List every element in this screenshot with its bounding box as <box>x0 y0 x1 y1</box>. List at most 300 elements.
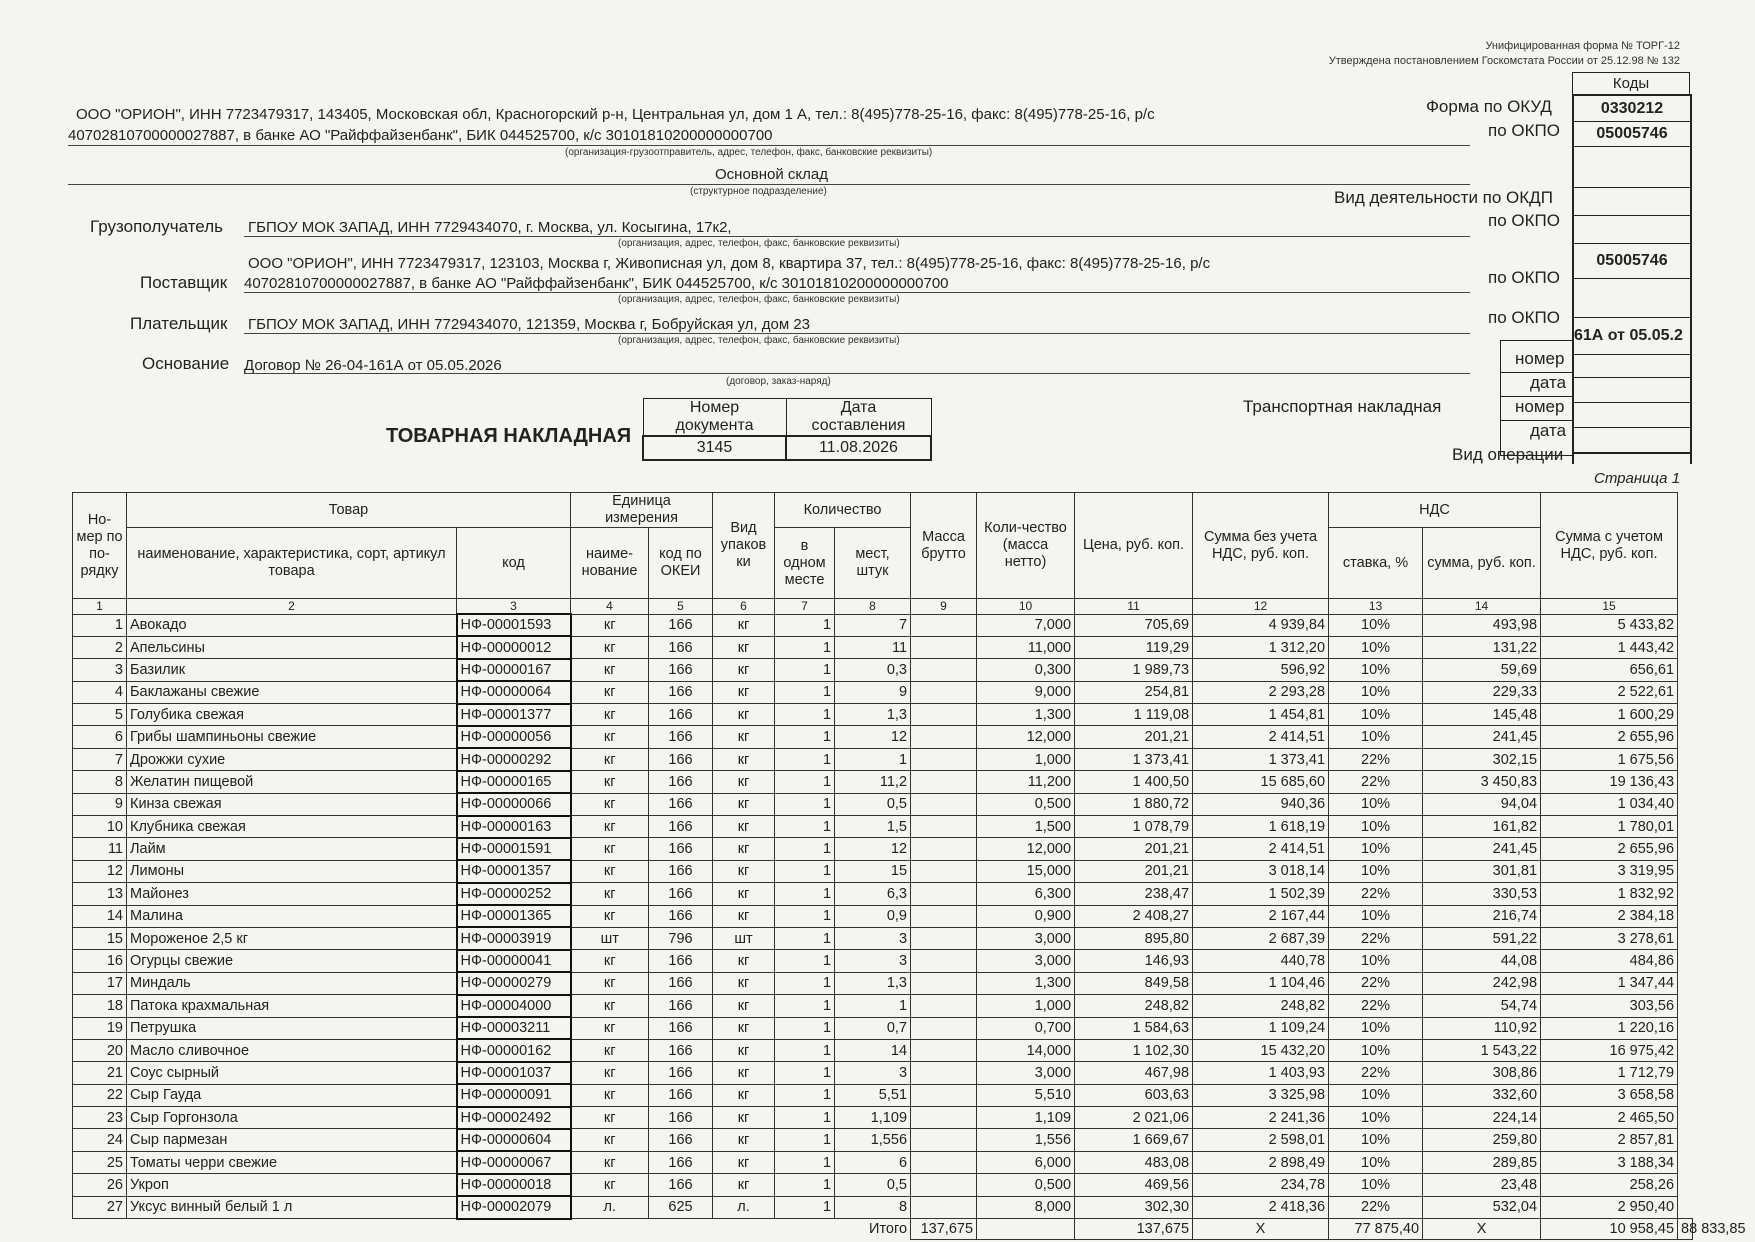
vat-sum: 302,15 <box>1423 748 1541 770</box>
qty-places: 0,9 <box>835 905 911 927</box>
net-qty: 0,500 <box>977 793 1075 815</box>
column-number-cell: 10 <box>977 599 1075 615</box>
sum-with-vat: 1 443,42 <box>1541 636 1678 658</box>
qty-in-one: 1 <box>775 905 835 927</box>
price: 2 021,06 <box>1075 1107 1193 1129</box>
item-name: Сыр Горгонзола <box>127 1107 457 1129</box>
unit-okei: 166 <box>649 614 713 636</box>
sum-with-vat: 2 384,18 <box>1541 905 1678 927</box>
item-code: НФ-00000167 <box>457 659 571 681</box>
vat-rate: 10% <box>1329 950 1423 972</box>
net-qty: 5,510 <box>977 1084 1075 1106</box>
item-name: Майонез <box>127 883 457 905</box>
qty-in-one: 1 <box>775 1174 835 1196</box>
sum-with-vat: 19 136,43 <box>1541 771 1678 793</box>
payer-label: Плательщик <box>130 314 228 333</box>
gross-mass <box>911 726 977 748</box>
sum-with-vat: 258,26 <box>1541 1174 1678 1196</box>
table-row <box>73 972 1693 994</box>
item-name: Сыр Гауда <box>127 1084 457 1106</box>
item-code: НФ-00000252 <box>457 883 571 905</box>
column-number-cell: 7 <box>775 599 835 615</box>
row-number: 1 <box>73 614 127 636</box>
row-number: 16 <box>73 950 127 972</box>
item-code: НФ-00000067 <box>457 1151 571 1173</box>
qty-places: 0,3 <box>835 659 911 681</box>
row-number: 15 <box>73 927 127 949</box>
row-number: 8 <box>73 771 127 793</box>
item-name: Укроп <box>127 1174 457 1196</box>
vat-sum: 131,22 <box>1423 636 1541 658</box>
unit-okei: 166 <box>649 793 713 815</box>
unit-name: шт <box>571 927 649 949</box>
unit-name: кг <box>571 793 649 815</box>
item-name: Лайм <box>127 838 457 860</box>
column-number-cell: 14 <box>1423 599 1541 615</box>
row-number: 11 <box>73 838 127 860</box>
net-qty: 14,000 <box>977 1039 1075 1061</box>
item-code: НФ-00001365 <box>457 905 571 927</box>
price: 201,21 <box>1075 860 1193 882</box>
unit-name: кг <box>571 1129 649 1151</box>
operation-label: Вид операции <box>1452 445 1564 464</box>
row-number: 5 <box>73 704 127 726</box>
net-qty: 15,000 <box>977 860 1075 882</box>
table-row <box>73 793 1693 815</box>
vat-sum: 161,82 <box>1423 816 1541 838</box>
sum-with-vat: 2 522,61 <box>1541 681 1678 703</box>
totals-sum-vat: 88 833,85 <box>1678 1219 1693 1240</box>
sum-no-vat: 1 618,19 <box>1193 816 1329 838</box>
sum-with-vat: 3 278,61 <box>1541 927 1678 949</box>
item-name: Дрожжи сухие <box>127 748 457 770</box>
totals-places: 137,675 <box>911 1219 977 1240</box>
sum-no-vat: 1 104,46 <box>1193 972 1329 994</box>
vat-rate: 22% <box>1329 883 1423 905</box>
vat-sum: 332,60 <box>1423 1084 1541 1106</box>
column-number-cell: 4 <box>571 599 649 615</box>
gross-mass <box>911 816 977 838</box>
qty-in-one: 1 <box>775 1084 835 1106</box>
item-code: НФ-00004000 <box>457 995 571 1017</box>
gross-mass <box>911 681 977 703</box>
gross-mass <box>911 1039 977 1061</box>
supplier-label: Поставщик <box>140 273 228 292</box>
qty-places: 3 <box>835 1062 911 1084</box>
transport-label: Транспортная накладная <box>1243 397 1442 416</box>
consignee-label: Грузополучатель <box>90 217 223 236</box>
vat-sum: 3 450,83 <box>1423 771 1541 793</box>
vat-rate: 10% <box>1329 1174 1423 1196</box>
column-number-cell: 1 <box>73 599 127 615</box>
sum-no-vat: 2 687,39 <box>1193 927 1329 949</box>
th-goods-name: наименование, характеристика, сорт, артикул товара <box>127 528 457 599</box>
th-sum-vat: Сумма с учетом НДС, руб. коп. <box>1541 493 1678 599</box>
totals-price: X <box>1193 1219 1329 1240</box>
net-qty: 11,200 <box>977 771 1075 793</box>
supplier-okpo-code: 05005746 <box>1574 244 1690 279</box>
unit-okei: 166 <box>649 1062 713 1084</box>
qty-places: 0,5 <box>835 793 911 815</box>
item-name: Малина <box>127 905 457 927</box>
net-qty: 1,109 <box>977 1107 1075 1129</box>
basis-caption: (договор, заказ-наряд) <box>726 376 831 387</box>
basis-value: Договор № 26-04-161А от 05.05.2026 <box>244 357 502 374</box>
item-code: НФ-00000064 <box>457 681 571 703</box>
sum-with-vat: 2 857,81 <box>1541 1129 1678 1151</box>
doc-date-label: Дата составления <box>786 399 931 437</box>
pack-type: кг <box>713 614 775 636</box>
item-code: НФ-00000066 <box>457 793 571 815</box>
vat-rate: 10% <box>1329 905 1423 927</box>
unit-okei: 166 <box>649 1129 713 1151</box>
vat-rate: 10% <box>1329 636 1423 658</box>
price: 1 119,08 <box>1075 704 1193 726</box>
unit-name: кг <box>571 614 649 636</box>
qty-in-one: 1 <box>775 927 835 949</box>
gross-mass <box>911 838 977 860</box>
pack-type: кг <box>713 636 775 658</box>
row-number: 19 <box>73 1017 127 1039</box>
th-goods: Товар <box>127 493 571 528</box>
shipper-caption: (организация-грузоотправитель, адрес, телефон, факс, банковские реквизиты) <box>565 147 933 158</box>
vat-sum: 224,14 <box>1423 1107 1541 1129</box>
qty-places: 5,51 <box>835 1084 911 1106</box>
vat-rate: 10% <box>1329 1107 1423 1129</box>
vat-sum: 241,45 <box>1423 838 1541 860</box>
item-name: Огурцы свежие <box>127 950 457 972</box>
qty-places: 8 <box>835 1196 911 1218</box>
sum-with-vat: 1 832,92 <box>1541 883 1678 905</box>
th-unit-okei: код по ОКЕИ <box>649 528 713 599</box>
goods-table <box>72 492 1746 1240</box>
net-qty: 0,900 <box>977 905 1075 927</box>
row-number: 12 <box>73 860 127 882</box>
item-name: Апельсины <box>127 636 457 658</box>
row-number: 24 <box>73 1129 127 1151</box>
column-number-cell: 5 <box>649 599 713 615</box>
unit-okei: 166 <box>649 950 713 972</box>
qty-places: 1,5 <box>835 816 911 838</box>
pack-type: кг <box>713 681 775 703</box>
item-name: Патока крахмальная <box>127 995 457 1017</box>
price: 1 102,30 <box>1075 1039 1193 1061</box>
price: 302,30 <box>1075 1196 1193 1218</box>
payer-okpo-label: по ОКПО <box>1488 308 1560 327</box>
net-qty: 12,000 <box>977 838 1075 860</box>
net-qty: 0,700 <box>977 1017 1075 1039</box>
column-number-cell: 11 <box>1075 599 1193 615</box>
item-name: Баклажаны свежие <box>127 681 457 703</box>
gross-mass <box>911 972 977 994</box>
vat-rate: 10% <box>1329 681 1423 703</box>
qty-places: 15 <box>835 860 911 882</box>
item-name: Масло сливочное <box>127 1039 457 1061</box>
sum-no-vat: 2 293,28 <box>1193 681 1329 703</box>
sum-no-vat: 4 939,84 <box>1193 614 1329 636</box>
qty-places: 7 <box>835 614 911 636</box>
net-qty: 3,000 <box>977 1062 1075 1084</box>
gross-mass <box>911 1062 977 1084</box>
sum-no-vat: 940,36 <box>1193 793 1329 815</box>
shipper-line2: 40702810700000027887, в банке АО "Райффайзенбанк", БИК 044525700, к/с 30101810200000000700 <box>68 127 773 144</box>
item-name: Клубника свежая <box>127 816 457 838</box>
sum-with-vat: 5 433,82 <box>1541 614 1678 636</box>
consignee-caption: (организация, адрес, телефон, факс, банковские реквизиты) <box>618 238 900 249</box>
unit-name: кг <box>571 905 649 927</box>
vat-sum: 54,74 <box>1423 995 1541 1017</box>
net-qty: 8,000 <box>977 1196 1075 1218</box>
th-pack: Вид упаков ки <box>713 493 775 599</box>
qty-in-one: 1 <box>775 771 835 793</box>
pack-type: кг <box>713 1174 775 1196</box>
vat-sum: 493,98 <box>1423 614 1541 636</box>
item-code: НФ-00000018 <box>457 1174 571 1196</box>
th-vat: НДС <box>1329 493 1541 528</box>
th-sum-no-vat: Сумма без учета НДС, руб. коп. <box>1193 493 1329 599</box>
item-name: Базилик <box>127 659 457 681</box>
net-qty: 1,300 <box>977 972 1075 994</box>
unit-name: кг <box>571 636 649 658</box>
gross-mass <box>911 771 977 793</box>
vat-rate: 10% <box>1329 659 1423 681</box>
item-code: НФ-00000091 <box>457 1084 571 1106</box>
sum-no-vat: 1 502,39 <box>1193 883 1329 905</box>
totals-net: 137,675 <box>1075 1219 1193 1240</box>
qty-places: 0,5 <box>835 1174 911 1196</box>
unit-name: кг <box>571 726 649 748</box>
sum-with-vat: 484,86 <box>1541 950 1678 972</box>
table-row <box>73 1107 1693 1129</box>
item-name: Авокадо <box>127 614 457 636</box>
table-row <box>73 927 1693 949</box>
qty-places: 14 <box>835 1039 911 1061</box>
column-number-cell: 13 <box>1329 599 1423 615</box>
price: 248,82 <box>1075 995 1193 1017</box>
table-row <box>73 1084 1693 1106</box>
net-qty: 12,000 <box>977 726 1075 748</box>
item-name: Мороженое 2,5 кг <box>127 927 457 949</box>
net-qty: 7,000 <box>977 614 1075 636</box>
qty-in-one: 1 <box>775 950 835 972</box>
vat-sum: 259,80 <box>1423 1129 1541 1151</box>
vat-rate: 22% <box>1329 771 1423 793</box>
qty-in-one: 1 <box>775 1107 835 1129</box>
sum-with-vat: 16 975,42 <box>1541 1039 1678 1061</box>
vat-rate: 22% <box>1329 748 1423 770</box>
pack-type: кг <box>713 816 775 838</box>
item-name: Грибы шампиньоны свежие <box>127 726 457 748</box>
item-name: Миндаль <box>127 972 457 994</box>
row-number: 22 <box>73 1084 127 1106</box>
pack-type: кг <box>713 1107 775 1129</box>
pack-type: кг <box>713 860 775 882</box>
totals-gross <box>977 1219 1075 1240</box>
unit-name: кг <box>571 1084 649 1106</box>
sum-with-vat: 2 465,50 <box>1541 1107 1678 1129</box>
item-code: НФ-00000041 <box>457 950 571 972</box>
unit-okei: 166 <box>649 1017 713 1039</box>
net-qty: 6,300 <box>977 883 1075 905</box>
th-net: Коли-чество (масса нетто) <box>977 493 1075 599</box>
item-name: Сыр пармезан <box>127 1129 457 1151</box>
sum-with-vat: 303,56 <box>1541 995 1678 1017</box>
sum-with-vat: 2 655,96 <box>1541 838 1678 860</box>
price: 1 989,73 <box>1075 659 1193 681</box>
item-name: Кинза свежая <box>127 793 457 815</box>
table-row <box>73 905 1693 927</box>
table-row <box>73 748 1693 770</box>
unit-okei: 166 <box>649 816 713 838</box>
qty-in-one: 1 <box>775 1151 835 1173</box>
basis-number-label: номер <box>1515 349 1565 368</box>
vat-sum: 1 543,22 <box>1423 1039 1541 1061</box>
vat-sum: 110,92 <box>1423 1017 1541 1039</box>
row-number: 9 <box>73 793 127 815</box>
qty-in-one: 1 <box>775 659 835 681</box>
table-row <box>73 1129 1693 1151</box>
sum-no-vat: 440,78 <box>1193 950 1329 972</box>
pack-type: кг <box>713 838 775 860</box>
table-row <box>73 838 1693 860</box>
qty-in-one: 1 <box>775 883 835 905</box>
vat-sum: 59,69 <box>1423 659 1541 681</box>
unit-name: кг <box>571 1017 649 1039</box>
vat-sum: 94,04 <box>1423 793 1541 815</box>
sum-no-vat: 1 454,81 <box>1193 704 1329 726</box>
qty-in-one: 1 <box>775 704 835 726</box>
price: 895,80 <box>1075 927 1193 949</box>
net-qty: 3,000 <box>977 927 1075 949</box>
unit-okei: 166 <box>649 838 713 860</box>
item-name: Голубика свежая <box>127 704 457 726</box>
okdp-label: Вид деятельности по ОКДП <box>1334 188 1553 207</box>
pack-type: кг <box>713 1151 775 1173</box>
okud-label: Форма по ОКУД <box>1426 97 1552 116</box>
unit-name: кг <box>571 1151 649 1173</box>
sum-with-vat: 2 655,96 <box>1541 726 1678 748</box>
vat-rate: 10% <box>1329 793 1423 815</box>
transport-date-label: дата <box>1530 421 1567 440</box>
sum-no-vat: 2 414,51 <box>1193 726 1329 748</box>
qty-places: 3 <box>835 950 911 972</box>
row-number: 6 <box>73 726 127 748</box>
codes-box <box>1572 94 1692 464</box>
totals-vat-rate: X <box>1423 1219 1541 1240</box>
pack-type: кг <box>713 726 775 748</box>
sum-with-vat: 1 034,40 <box>1541 793 1678 815</box>
totals-vat-sum: 10 958,45 <box>1541 1219 1678 1240</box>
qty-places: 1,109 <box>835 1107 911 1129</box>
sum-with-vat: 656,61 <box>1541 659 1678 681</box>
gross-mass <box>911 860 977 882</box>
table-row <box>73 1174 1693 1196</box>
th-qty-places: мест, штук <box>835 528 911 599</box>
unit-okei: 166 <box>649 972 713 994</box>
net-qty: 9,000 <box>977 681 1075 703</box>
th-vat-rate: ставка, % <box>1329 528 1423 599</box>
shipper-line1: ООО "ОРИОН", ИНН 7723479317, 143405, Московская обл, Красногорский р-н, Центральная ул, дом 1 А, тел.: 8(495)778-25-16, факс: 8(495)778-25-16, р/с <box>76 106 1155 123</box>
qty-places: 0,7 <box>835 1017 911 1039</box>
consignee-okpo-label: по ОКПО <box>1488 211 1560 230</box>
gross-mass <box>911 1107 977 1129</box>
sum-with-vat: 2 950,40 <box>1541 1196 1678 1218</box>
gross-mass <box>911 704 977 726</box>
pack-type: кг <box>713 1084 775 1106</box>
table-row <box>73 995 1693 1017</box>
unit-name: кг <box>571 883 649 905</box>
sum-with-vat: 3 319,95 <box>1541 860 1678 882</box>
th-vat-sum: сумма, руб. коп. <box>1423 528 1541 599</box>
unit-okei: 166 <box>649 1084 713 1106</box>
unit-okei: 166 <box>649 905 713 927</box>
qty-places: 11,2 <box>835 771 911 793</box>
item-code: НФ-00000012 <box>457 636 571 658</box>
payer-value: ГБПОУ МОК ЗАПАД, ИНН 7729434070, 121359, Москва г, Бобруйская ул, дом 23 <box>248 316 811 333</box>
unit-okei: 166 <box>649 1107 713 1129</box>
qty-places: 12 <box>835 838 911 860</box>
th-price: Цена, руб. коп. <box>1075 493 1193 599</box>
sum-no-vat: 1 109,24 <box>1193 1017 1329 1039</box>
price: 469,56 <box>1075 1174 1193 1196</box>
unit-okei: 166 <box>649 681 713 703</box>
vat-sum: 216,74 <box>1423 905 1541 927</box>
payer-caption: (организация, адрес, телефон, факс, банковские реквизиты) <box>618 335 900 346</box>
unit-name: кг <box>571 1039 649 1061</box>
column-numbers-row <box>73 599 1693 615</box>
supplier-caption: (организация, адрес, телефон, факс, банковские реквизиты) <box>618 294 900 305</box>
qty-places: 1 <box>835 995 911 1017</box>
sum-with-vat: 1 675,56 <box>1541 748 1678 770</box>
vat-rate: 10% <box>1329 704 1423 726</box>
unit-okei: 166 <box>649 995 713 1017</box>
price: 1 373,41 <box>1075 748 1193 770</box>
row-number: 27 <box>73 1196 127 1218</box>
table-row <box>73 1196 1693 1218</box>
price: 1 880,72 <box>1075 793 1193 815</box>
gross-mass <box>911 1017 977 1039</box>
vat-rate: 10% <box>1329 1129 1423 1151</box>
th-qty-in-one: в одном месте <box>775 528 835 599</box>
net-qty: 3,000 <box>977 950 1075 972</box>
vat-rate: 10% <box>1329 1151 1423 1173</box>
doc-date: 11.08.2026 <box>786 436 931 460</box>
net-qty: 1,500 <box>977 816 1075 838</box>
unit-name: кг <box>571 659 649 681</box>
qty-in-one: 1 <box>775 860 835 882</box>
unit-okei: 166 <box>649 726 713 748</box>
supplier-okpo-label: по ОКПО <box>1488 268 1560 287</box>
doc-number: 3145 <box>643 436 786 460</box>
column-number-cell: 3 <box>457 599 571 615</box>
net-qty: 1,300 <box>977 704 1075 726</box>
price: 603,63 <box>1075 1084 1193 1106</box>
form-approval: Утверждена постановлением Госкомстата России от 25.12.98 № 132 <box>1328 55 1680 67</box>
gross-mass <box>911 636 977 658</box>
unit-name: кг <box>571 838 649 860</box>
sum-with-vat: 3 188,34 <box>1541 1151 1678 1173</box>
price: 238,47 <box>1075 883 1193 905</box>
table-row <box>73 1017 1693 1039</box>
net-qty: 6,000 <box>977 1151 1075 1173</box>
item-code: НФ-00001591 <box>457 838 571 860</box>
qty-places: 1,3 <box>835 704 911 726</box>
table-row <box>73 1062 1693 1084</box>
row-number: 17 <box>73 972 127 994</box>
qty-in-one: 1 <box>775 681 835 703</box>
pack-type: кг <box>713 704 775 726</box>
vat-sum: 330,53 <box>1423 883 1541 905</box>
